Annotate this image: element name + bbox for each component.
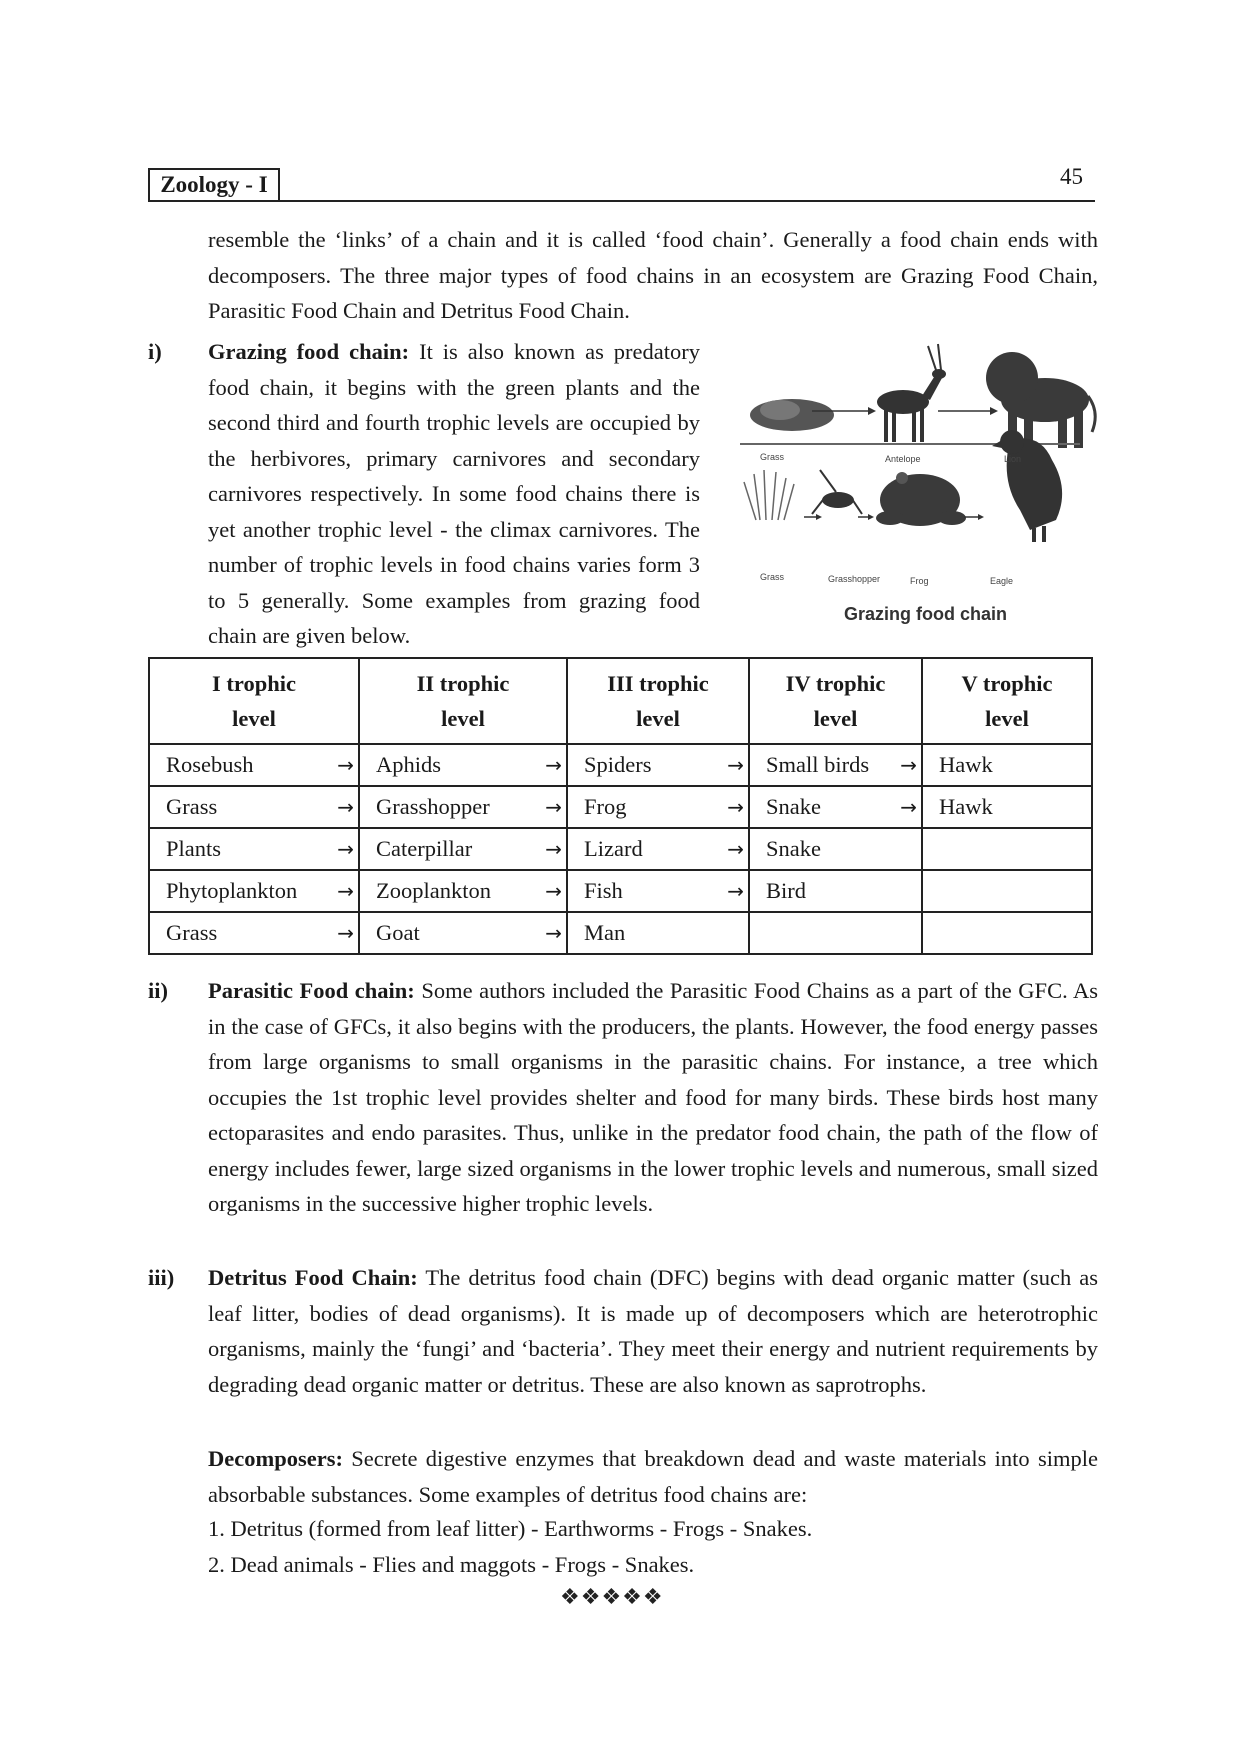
grazing-paragraph (208, 334, 700, 654)
header-cell-iii: III trophic level (567, 658, 749, 744)
page-number: 45 (1060, 164, 1083, 189)
list-item: 2. Dead animals - Flies and maggots - Frogs - Snakes. (208, 1552, 695, 1577)
table-cell: Man (567, 912, 749, 954)
table-cell: Frog → (567, 786, 749, 828)
list-item: 1. Detritus (formed from leaf litter) - Earthworms - Frogs - Snakes. (208, 1516, 813, 1541)
figure-label-antelope: Antelope (885, 454, 921, 464)
section-marker-ii: ii) (148, 978, 168, 1003)
end-ornament: ❖❖❖❖❖ (560, 1584, 664, 1609)
table-cell: Snake (749, 828, 922, 870)
trophic-level-table (148, 657, 1093, 955)
figure-label-grass-2: Grass (760, 572, 785, 582)
table-cell: Phytoplankton → (149, 870, 359, 912)
table-row (149, 786, 1092, 828)
table-cell: Zooplankton → (359, 870, 567, 912)
parasitic-paragraph (208, 973, 1098, 1222)
header-cell-v: V trophic level (922, 658, 1092, 744)
table-cell: Grass → (149, 786, 359, 828)
grass-tuft-image (744, 470, 794, 520)
arrow-right-icon: → (337, 879, 354, 903)
arrow-right-icon: → (337, 795, 354, 819)
table-cell: Aphids → (359, 744, 567, 786)
table-cell (922, 828, 1092, 870)
table-cell: Grasshopper → (359, 786, 567, 828)
header-cell-iv: IV trophic level (749, 658, 922, 744)
arrow-right-icon: → (545, 879, 562, 903)
table-cell: Snake → (749, 786, 922, 828)
detritus-text: The detritus food chain (DFC) begins with dead organic matter (such as leaf litter, bodies of dead organisms). It is made up of decomposers which are heterotrophic organisms, mainly the ‘fungi’ and ‘bacteria’. They meet their energy and nutrient requirements by degrading dead organic matter or detritus. These are also known as saprotrophs. (208, 1265, 1098, 1397)
grazing-food-chain-figure (740, 340, 1100, 640)
header-title-box (148, 168, 280, 202)
table-cell: Spiders → (567, 744, 749, 786)
header-cell-i: I trophic level (149, 658, 359, 744)
antelope-image (877, 344, 946, 442)
table-row (149, 828, 1092, 870)
figure-label-grass-1: Grass (760, 452, 785, 462)
eagle-image (992, 430, 1062, 542)
table-cell: Grass → (149, 912, 359, 954)
table-cell: Goat → (359, 912, 567, 954)
arrow-right-icon: → (727, 879, 744, 903)
decomposers-heading: Decomposers: (208, 1446, 343, 1471)
food-chain-illustration (740, 340, 1100, 600)
arrow-right-icon: → (727, 837, 744, 861)
table-row (149, 912, 1092, 954)
arrow-right-icon: → (337, 753, 354, 777)
table-cell (749, 912, 922, 954)
detritus-heading: Detritus Food Chain: (208, 1265, 418, 1290)
table-cell (922, 912, 1092, 954)
table-cell: Bird (749, 870, 922, 912)
table-cell: Caterpillar → (359, 828, 567, 870)
figure-label-lion: Lion (1004, 454, 1022, 464)
grasshopper-image (812, 470, 862, 514)
table-cell: Lizard → (567, 828, 749, 870)
table-cell: Small birds → (749, 744, 922, 786)
table-cell: Hawk (922, 786, 1092, 828)
header-cell-ii: II trophic level (359, 658, 567, 744)
arrow-right-icon: → (727, 795, 744, 819)
table-row (149, 744, 1092, 786)
intro-paragraph: resemble the ‘links’ of a chain and it is called ‘food chain’. Generally a food chain ends with decomposers. The three major types of food chains in an ecosystem are Grazing Food Chain, Parasitic Food Chain and Detritus Food Chain. (208, 227, 1098, 323)
figure-caption: Grazing food chain (844, 604, 1008, 624)
grazing-heading: Grazing food chain: (208, 339, 410, 364)
header-title: Zoology - I (160, 172, 268, 197)
decomposers-text: Secrete digestive enzymes that breakdown dead and waste materials into simple absorbable substances. Some examples of detritus food chains are: (208, 1446, 1098, 1507)
parasitic-heading: Parasitic Food chain: (208, 978, 415, 1003)
decomposers-paragraph (208, 1441, 1098, 1512)
detritus-paragraph (208, 1260, 1098, 1402)
lion-image (986, 352, 1095, 448)
arrow-right-icon: → (545, 921, 562, 945)
arrow-right-icon: → (545, 837, 562, 861)
section-marker-i: i) (148, 339, 162, 364)
table-cell: Plants → (149, 828, 359, 870)
arrow-right-icon: → (900, 795, 917, 819)
arrow-right-icon: → (337, 837, 354, 861)
table-header-row (149, 658, 1092, 744)
arrow-right-icon: → (337, 921, 354, 945)
table-cell: Rosebush → (149, 744, 359, 786)
header-rule (148, 200, 1095, 202)
arrow-right-icon: → (545, 795, 562, 819)
figure-label-eagle: Eagle (990, 576, 1014, 586)
arrow-right-icon: → (727, 753, 744, 777)
grazing-text: It is also known as predatory food chain, it begins with the green plants and the second third and fourth trophic levels are occupied by the herbivores, primary carnivores and secondary carnivores respectively. In some food chains there is yet another trophic level - the climax carnivores. The number of trophic levels in food chains varies form 3 to 5 generally. Some examples from grazing food chain are given below. (208, 339, 700, 648)
table-cell: Hawk (922, 744, 1092, 786)
frog-image (876, 472, 966, 526)
figure-label-grasshopper: Grasshopper (828, 574, 881, 584)
table-cell: Fish → (567, 870, 749, 912)
arrow-right-icon: → (545, 753, 562, 777)
parasitic-text: Some authors included the Parasitic Food Chains as a part of the GFC. As in the case of GFCs, it also begins with the producers, the plants. However, the food energy passes from large organisms to small organisms in the parasitic chains. For instance, a tree which occupies the 1st trophic level provides shelter and food for many birds. These birds host many ectoparasites and endo parasites. Thus, unlike in the predator food chain, the path of the flow of energy includes fewer, large sized organisms in the lower trophic levels and numerous, small sized organisms in the successive higher trophic levels. (208, 978, 1098, 1216)
section-marker-iii: iii) (148, 1265, 175, 1290)
table-cell (922, 870, 1092, 912)
table-row (149, 870, 1092, 912)
arrow-right-icon: → (900, 753, 917, 777)
figure-label-frog: Frog (910, 576, 929, 586)
